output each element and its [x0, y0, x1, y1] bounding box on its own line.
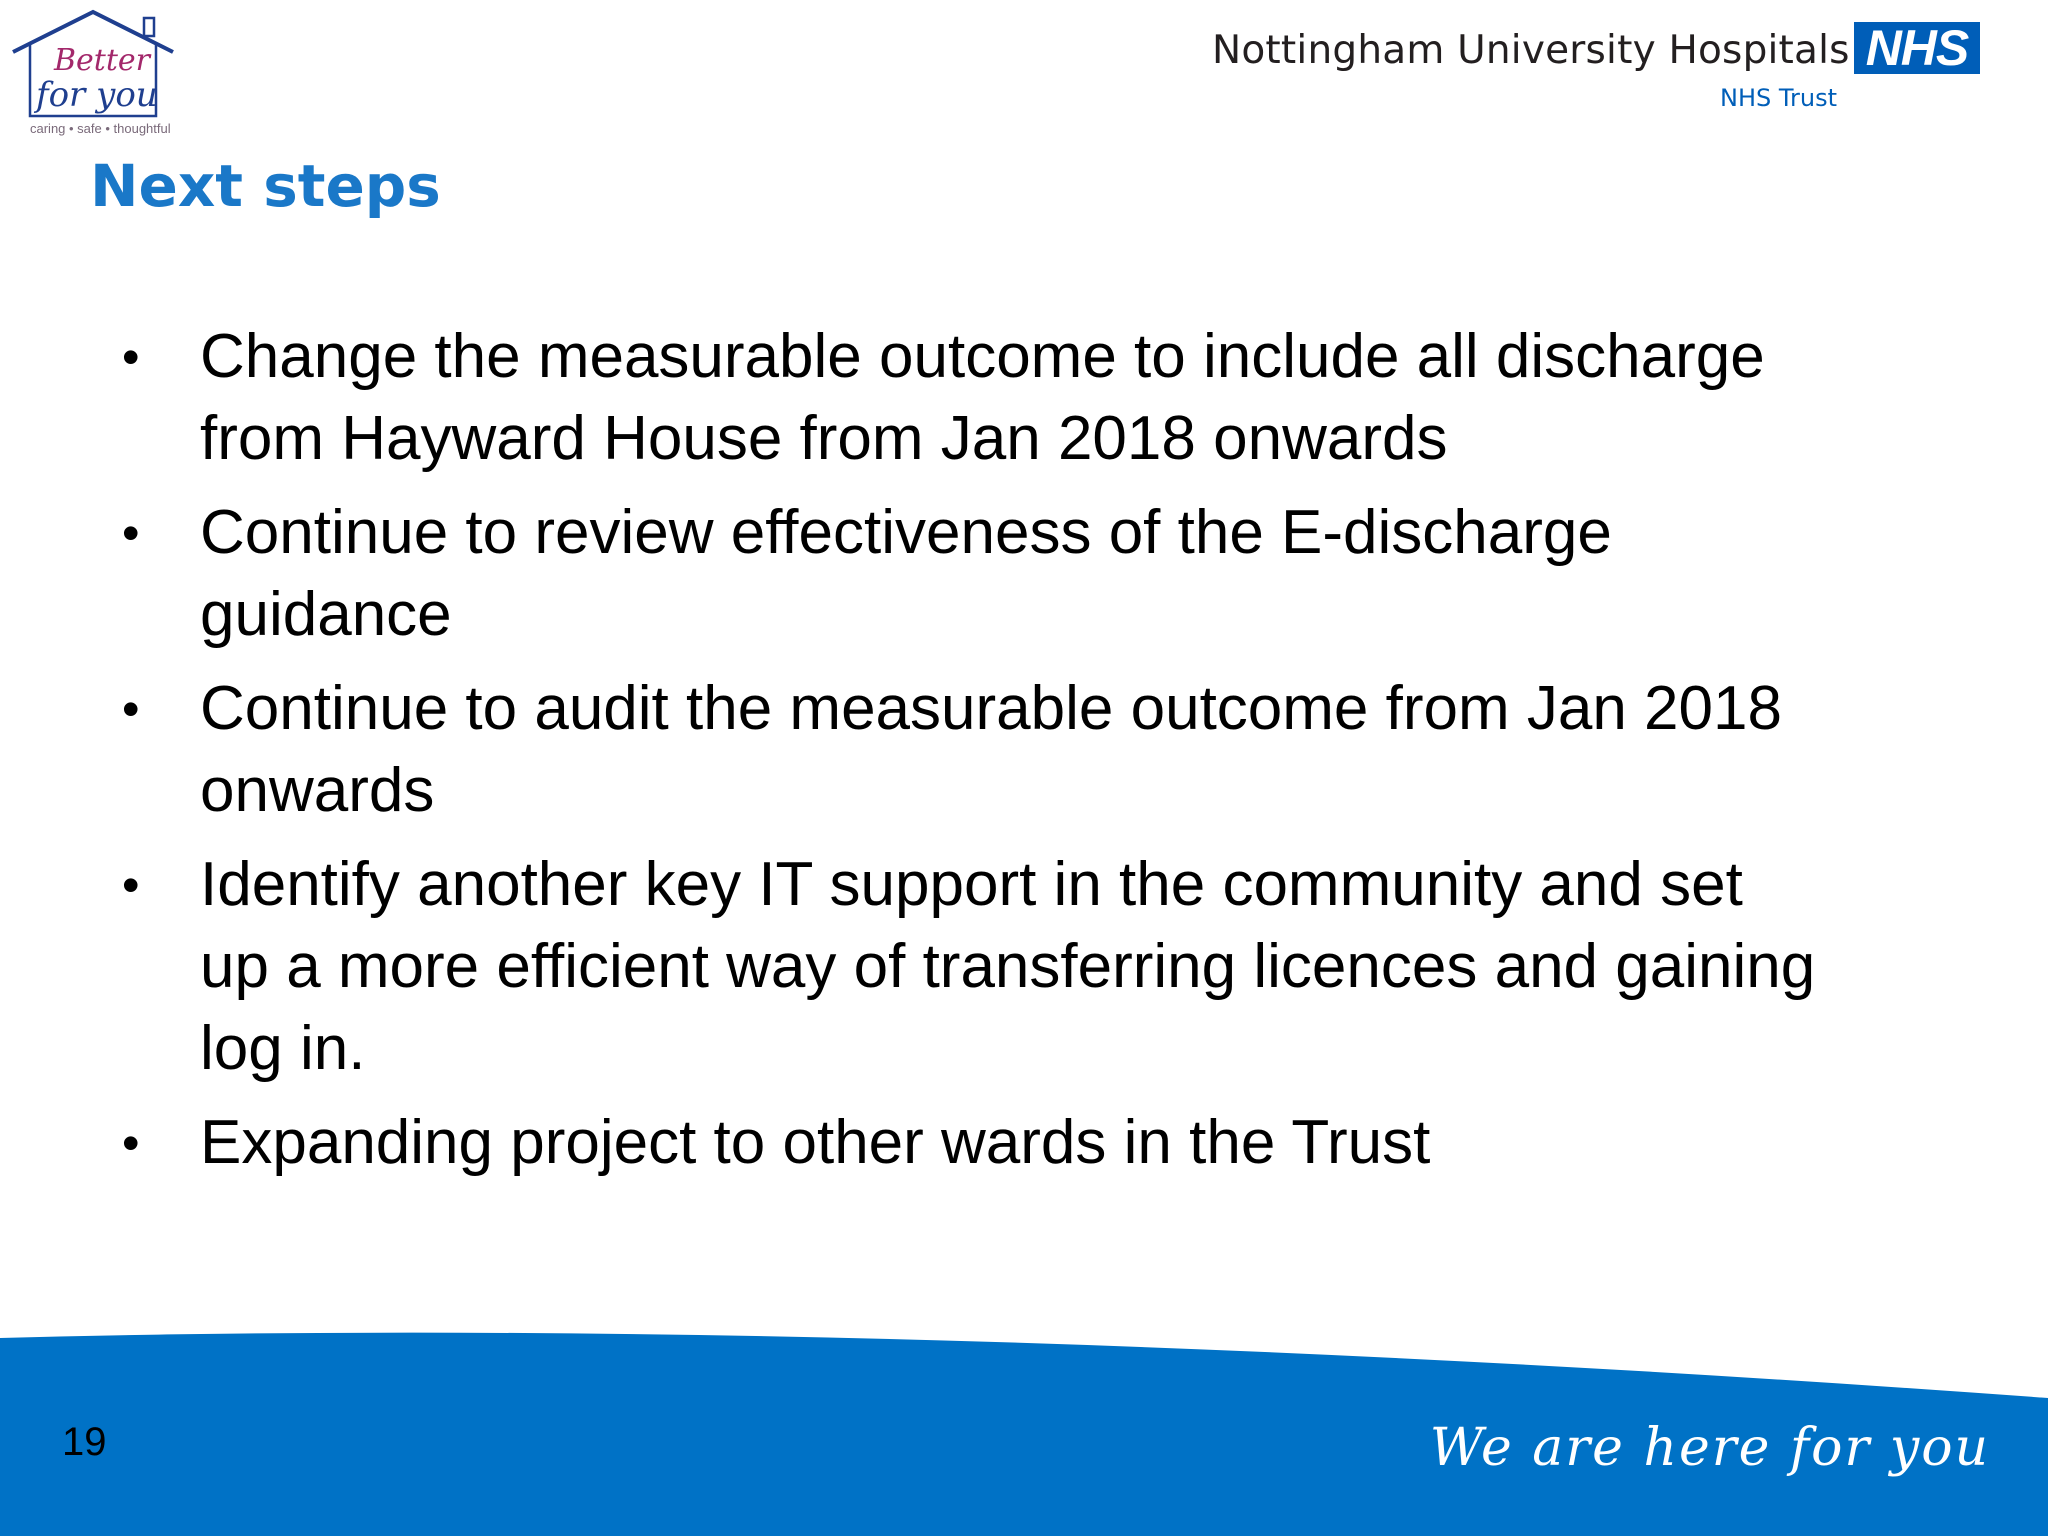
bullet-dot-icon: •	[122, 681, 140, 737]
bullet-item	[120, 316, 1820, 480]
trust-subtitle: NHS Trust	[1720, 84, 1837, 112]
house-logo-icon	[8, 8, 178, 118]
bullet-text: Continue to audit the measurable outcome from Jan 2018 onwards	[200, 674, 1782, 825]
logo-text-for-you: for you	[36, 75, 158, 115]
bullet-dot-icon: •	[122, 329, 140, 385]
better-for-you-logo	[8, 8, 178, 143]
bullet-list	[120, 316, 1820, 1196]
bullet-text: Expanding project to other wards in the Trust	[200, 1108, 1431, 1177]
trust-name: Nottingham University Hospitals	[1212, 28, 1850, 73]
bullet-item	[120, 668, 1820, 832]
page-title: Next steps	[90, 152, 441, 220]
logo-text-better: Better	[54, 43, 151, 78]
page-number: 19	[62, 1420, 107, 1464]
footer-slogan: We are here for you	[1429, 1418, 1990, 1478]
nhs-logo: NHS	[1854, 22, 1980, 74]
bullet-dot-icon: •	[122, 1115, 140, 1171]
bullet-item	[120, 844, 1820, 1090]
bullet-text: Change the measurable outcome to include all discharge from Hayward House from Jan 2018 onwards	[200, 322, 1765, 473]
logo-tagline: caring • safe • thoughtful	[30, 121, 171, 136]
bullet-item	[120, 492, 1820, 656]
bullet-item	[120, 1102, 1820, 1184]
bullet-dot-icon: •	[122, 505, 140, 561]
bullet-text: Identify another key IT support in the community and set up a more efficient way of transferring licences and gaining log in.	[200, 850, 1816, 1083]
bullet-dot-icon: •	[122, 857, 140, 913]
bullet-text: Continue to review effectiveness of the E-discharge guidance	[200, 498, 1612, 649]
